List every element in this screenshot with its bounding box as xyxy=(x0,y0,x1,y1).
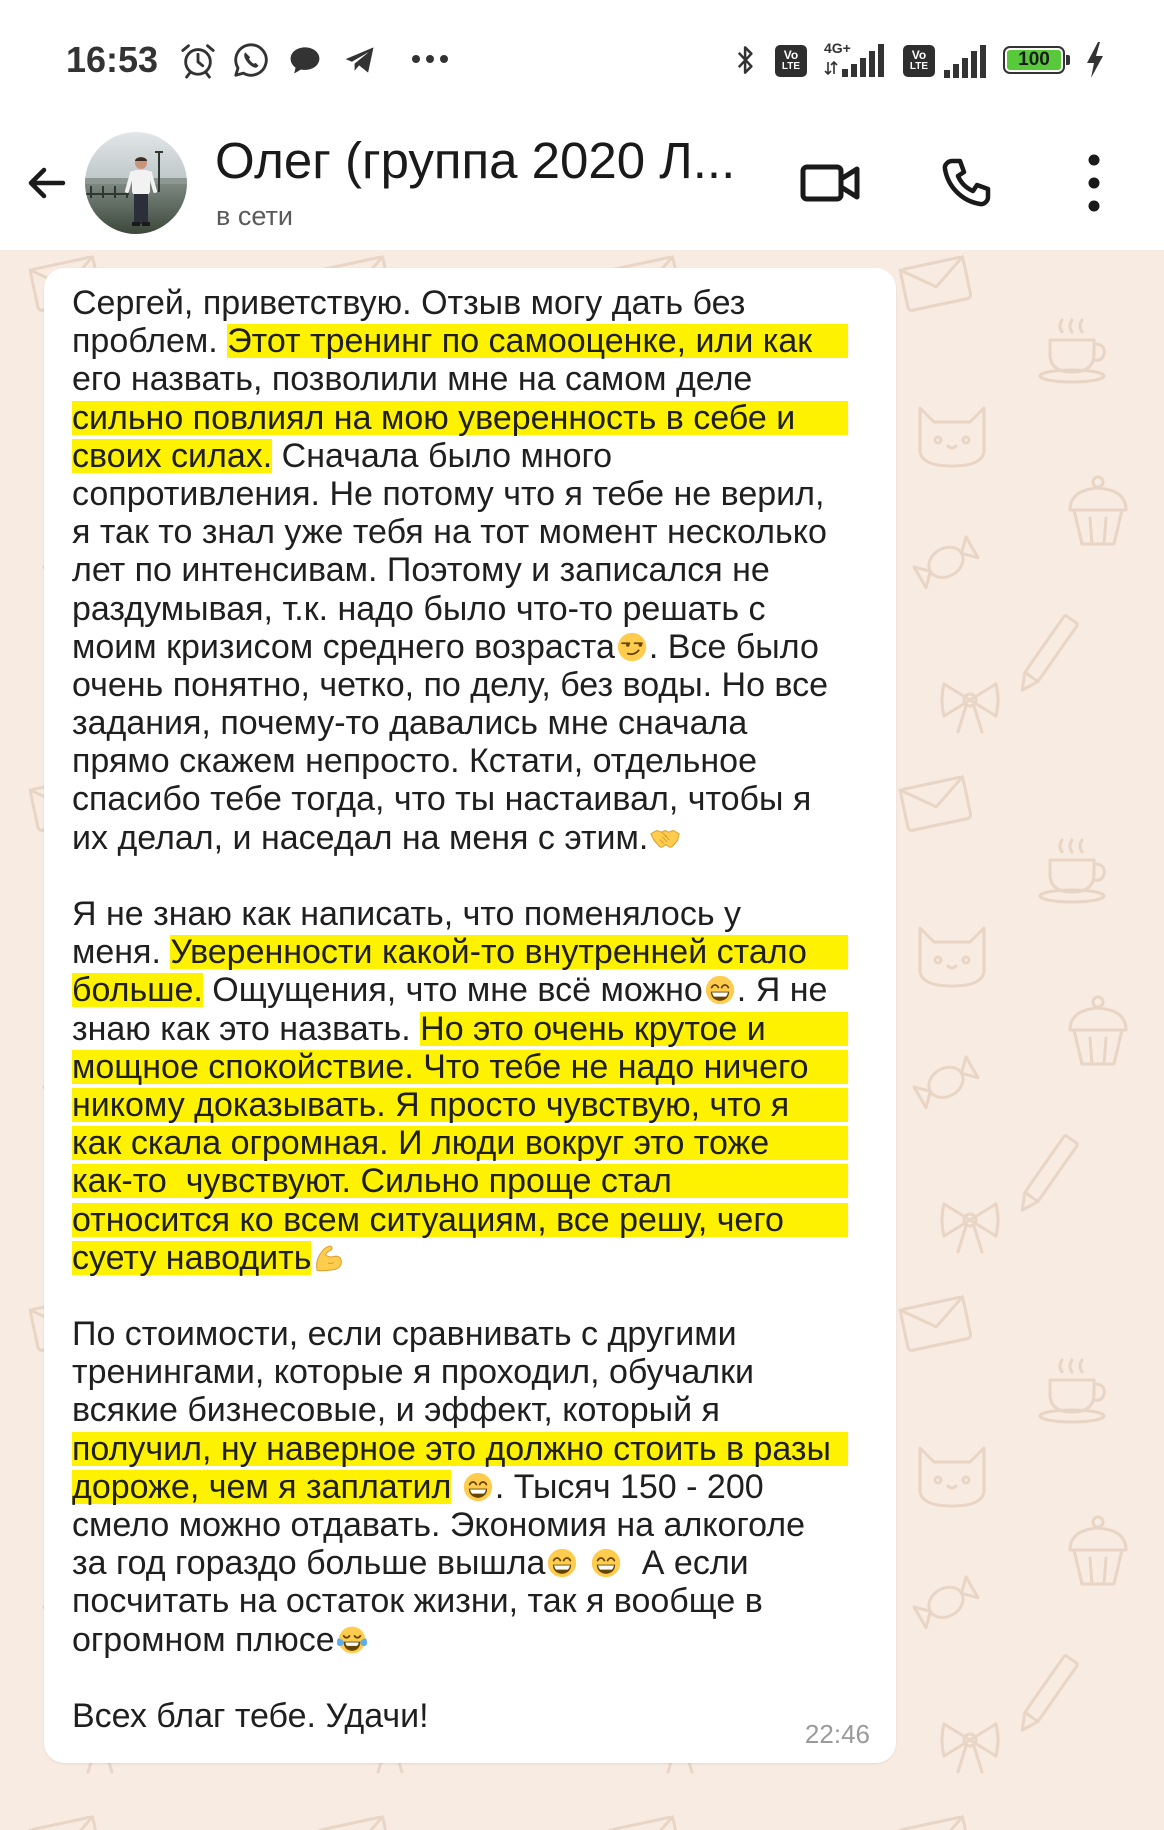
message-line xyxy=(72,666,848,704)
message-line xyxy=(72,1506,848,1544)
message-text: задания, почему-то давались мне сначала xyxy=(72,704,748,743)
message-text: Ощущения, что мне всё можно xyxy=(202,971,703,1010)
message-text: По стоимости, если сравнивать с другими xyxy=(72,1315,737,1354)
message-text xyxy=(451,1468,460,1506)
flexed-biceps-icon xyxy=(313,1243,343,1273)
video-call-icon[interactable] xyxy=(799,159,863,207)
highlighted-text: больше. xyxy=(72,971,203,1010)
message-line xyxy=(72,1201,848,1239)
message-text: Сергей, приветствую. Отзыв могу дать без xyxy=(72,284,746,322)
message-text: их делал, и наседал на меня с этим. xyxy=(72,818,649,857)
paragraph-spacer xyxy=(72,857,848,895)
incoming-message-bubble[interactable] xyxy=(44,268,896,1763)
volte-badge-bottom: LTE xyxy=(781,61,801,72)
highlighted-text: Но это очень крутое и xyxy=(420,1010,848,1048)
message-text: А если xyxy=(622,1544,749,1583)
grinning-face-icon xyxy=(547,1548,577,1578)
signal-strength-sim2-icon xyxy=(943,44,989,78)
message-text: я так то знал уже тебя на тот момент несколько xyxy=(72,513,827,552)
message-text: . Тысяч 150 - 200 xyxy=(494,1467,764,1506)
highlighted-text: мощное спокойствие. Что тебе не надо ничего xyxy=(72,1048,848,1086)
message-line xyxy=(72,704,848,742)
battery-indicator xyxy=(1003,46,1065,74)
message-line xyxy=(72,1315,848,1353)
message-line xyxy=(72,1086,848,1124)
highlighted-text: Этот тренинг по самооценке, или как xyxy=(227,322,848,360)
message-line xyxy=(72,1048,848,1086)
message-line xyxy=(72,399,848,437)
volte-badge-sim2 xyxy=(903,45,935,77)
message-text: очень понятно, четко, по делу, без воды. Но все xyxy=(72,665,829,704)
message-line xyxy=(72,1582,848,1620)
message-text xyxy=(579,1544,588,1582)
message-text: раздумывая, т.к. надо было что-то решать с xyxy=(72,589,766,628)
message-text: моим кризисом среднего возраста xyxy=(72,627,615,666)
message-line xyxy=(72,1468,848,1506)
message-line xyxy=(72,1162,848,1200)
more-options-icon[interactable] xyxy=(1082,153,1106,213)
volte-badge-top: Vo xyxy=(911,48,927,62)
grinning-face-icon xyxy=(591,1548,621,1578)
message-text: лет по интенсивам. Поэтому и записался не xyxy=(72,551,770,590)
contact-avatar[interactable] xyxy=(85,132,187,234)
highlighted-text: относится ко всем ситуациям, все решу, чего xyxy=(72,1201,848,1239)
message-text: тренингами, которые я проходил, обучалки xyxy=(72,1353,754,1392)
message-line xyxy=(72,360,848,398)
voice-call-icon[interactable] xyxy=(938,155,994,211)
message-text: . Все было xyxy=(648,627,819,666)
highlighted-text: как-то чувствуют. Сильно проще стал xyxy=(72,1162,848,1200)
network-type: 4G+ xyxy=(824,40,851,56)
highlighted-text: дороже, чем я заплатил xyxy=(72,1467,452,1506)
message-line xyxy=(72,1621,848,1659)
message-text: проблем. xyxy=(72,322,228,361)
highlighted-text: как скала огромная. И люди вокруг это тоже xyxy=(72,1124,848,1162)
message-line xyxy=(72,742,848,780)
message-line xyxy=(72,628,848,666)
volte-badge-top: Vo xyxy=(783,48,799,62)
status-bar xyxy=(0,0,1164,116)
message-line xyxy=(72,819,848,857)
battery-tip xyxy=(1066,55,1070,65)
message-line xyxy=(72,1124,848,1162)
whatsapp-icon xyxy=(232,41,270,79)
message-text: посчитать на остаток жизни, так я вообще в xyxy=(72,1582,763,1621)
message-line xyxy=(72,513,848,551)
volte-badge xyxy=(775,45,807,77)
message-line xyxy=(72,1353,848,1391)
message-text: Всех благ тебе. Удачи! xyxy=(72,1696,429,1735)
grinning-face-icon xyxy=(705,975,735,1005)
message-text: знаю как это назвать. xyxy=(72,1009,421,1048)
clock: 16:53 xyxy=(66,39,159,80)
highlighted-text: своих силах. xyxy=(72,436,273,475)
signal-strength-icon xyxy=(822,40,888,78)
message-text: его назвать, позволили мне на самом деле xyxy=(72,360,753,399)
message-text: за год гораздо больше вышла xyxy=(72,1544,546,1583)
contact-name[interactable]: Олег (группа 2020 Л... xyxy=(215,132,736,189)
message-text: Сначала было много xyxy=(272,436,613,475)
face-with-tears-of-joy-icon xyxy=(337,1625,367,1655)
message-line xyxy=(72,322,848,360)
bluetooth-icon xyxy=(735,42,757,78)
message-line xyxy=(72,590,848,628)
message-line xyxy=(72,895,848,933)
message-line xyxy=(72,1430,848,1468)
charging-bolt-icon xyxy=(1084,40,1106,80)
message-line xyxy=(72,1391,848,1429)
message-line xyxy=(72,1239,848,1277)
chat-header xyxy=(0,116,1164,250)
grinning-face-icon xyxy=(463,1472,493,1502)
message-text: прямо скажем непросто. Кстати, отдельное xyxy=(72,742,757,781)
message-line xyxy=(72,551,848,589)
contact-status: в сети xyxy=(216,201,293,231)
highlighted-text: никому доказывать. Я просто чувствую, что я xyxy=(72,1086,848,1124)
message-timestamp: 22:46 xyxy=(804,1719,870,1750)
message-line xyxy=(72,437,848,475)
message-text: всякие бизнесовые, и эффект, который я xyxy=(72,1391,720,1430)
avatar-photo xyxy=(85,132,187,234)
more-notifications-icon xyxy=(410,52,450,66)
highlighted-text: сильно повлиял на мою уверенность в себе и xyxy=(72,399,848,437)
alarm-icon xyxy=(179,41,217,79)
highlighted-text: суету наводить xyxy=(72,1238,312,1277)
message-line xyxy=(72,1010,848,1048)
telegram-icon xyxy=(342,42,378,78)
message-text: спасибо тебе тогда, что ты настаивал, чтобы я xyxy=(72,780,812,819)
message-text-body xyxy=(72,284,868,1735)
message-text: Я не знаю как написать, что поменялось у xyxy=(72,895,741,933)
message-text: . Я не xyxy=(736,971,828,1010)
battery-level: 100 xyxy=(1018,49,1050,70)
message-line xyxy=(72,1544,848,1582)
message-line xyxy=(72,1697,848,1735)
message-text: смело можно отдавать. Экономия на алкоголе xyxy=(72,1506,806,1544)
mobile-network-indicator xyxy=(822,40,888,78)
message-line xyxy=(72,933,848,971)
message-text: огромном плюсе xyxy=(72,1620,335,1659)
back-arrow-icon[interactable] xyxy=(22,159,70,207)
highlighted-text: получил, ну наверное это должно стоить в разы xyxy=(72,1430,848,1468)
highlighted-text: Уверенности какой-то внутренней стало xyxy=(170,933,848,971)
message-line xyxy=(72,780,848,818)
message-text: сопротивления. Не потому что я тебе не верил, xyxy=(72,474,825,513)
paragraph-spacer xyxy=(72,1277,848,1315)
chat-bubble-icon xyxy=(287,42,323,78)
paragraph-spacer xyxy=(72,1659,848,1697)
handshake-icon xyxy=(650,823,680,853)
volte-badge-bottom: LTE xyxy=(909,61,929,72)
message-text: меня. xyxy=(72,933,171,972)
message-line xyxy=(72,284,848,322)
smirking-face-icon xyxy=(617,632,647,662)
message-line xyxy=(72,971,848,1009)
message-line xyxy=(72,475,848,513)
